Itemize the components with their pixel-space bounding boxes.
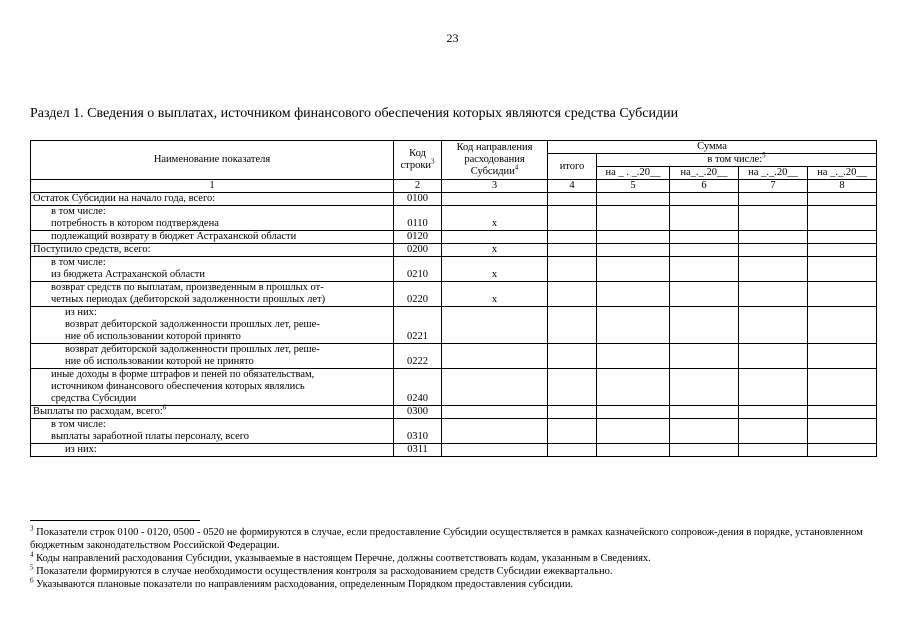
amount-cell bbox=[670, 444, 739, 457]
table-body bbox=[31, 193, 877, 457]
amount-cell bbox=[597, 231, 670, 244]
indicator-line: возврат средств по выплатам, произведенным в прошлых от- bbox=[51, 282, 324, 293]
column-number: 1 bbox=[31, 180, 394, 193]
direction-code bbox=[442, 231, 548, 244]
direction-code: x bbox=[442, 206, 548, 231]
direction-code: x bbox=[442, 244, 548, 257]
table-row bbox=[31, 257, 877, 282]
column-number: 4 bbox=[548, 180, 597, 193]
row-code: 0110 bbox=[394, 206, 442, 231]
indicator-line: Выплаты по расходам, всего:$^6$ bbox=[33, 403, 167, 417]
header-total: итого bbox=[548, 154, 597, 180]
indicator-name bbox=[31, 307, 394, 344]
amount-cell bbox=[739, 244, 808, 257]
table-row bbox=[31, 231, 877, 244]
table-row bbox=[31, 307, 877, 344]
amount-cell bbox=[739, 282, 808, 307]
amount-cell bbox=[808, 231, 877, 244]
row-code: 0200 bbox=[394, 244, 442, 257]
amount-cell bbox=[739, 444, 808, 457]
header-period: на_._.20__ bbox=[670, 167, 739, 180]
header-period: на _._.20__ bbox=[808, 167, 877, 180]
indicator-name bbox=[31, 419, 394, 444]
direction-code bbox=[442, 406, 548, 419]
footnote-mark: 4 bbox=[30, 550, 34, 559]
amount-cell bbox=[597, 257, 670, 282]
amount-cell bbox=[597, 444, 670, 457]
column-number: 8 bbox=[808, 180, 877, 193]
amount-cell bbox=[739, 193, 808, 206]
amount-cell bbox=[808, 193, 877, 206]
header-code: Код строки$^3$ bbox=[394, 141, 442, 180]
amount-cell bbox=[597, 344, 670, 369]
amount-cell bbox=[670, 231, 739, 244]
indicator-line: в том числе: bbox=[51, 419, 106, 430]
table-row bbox=[31, 193, 877, 206]
amount-cell bbox=[670, 344, 739, 369]
footnote-text: Показатели формируются в случае необходимости осуществления контроля за расходованием средств Субсидии ежеквартально. bbox=[36, 566, 613, 577]
indicator-line: в том числе: bbox=[51, 257, 106, 268]
indicator-line: в том числе: bbox=[51, 206, 106, 217]
header-including: в том числе:$^5$ bbox=[597, 154, 877, 167]
amount-cell bbox=[739, 369, 808, 406]
footnote-text: Указываются плановые показатели по направлениям расходования, определенным Порядком предоставления субсидии. bbox=[36, 579, 574, 590]
amount-cell bbox=[548, 231, 597, 244]
footnote-text: Коды направлений расходования Субсидии, указываемые в настоящем Перечне, должны соответствовать кодам, указанным в Сведениях. bbox=[36, 553, 651, 564]
indicator-name bbox=[31, 444, 394, 457]
footnote-divider bbox=[30, 520, 200, 521]
table-row bbox=[31, 419, 877, 444]
indicator-name bbox=[31, 206, 394, 231]
section-title: Раздел 1. Сведения о выплатах, источником финансового обеспечения которых являются средства Субсидии bbox=[30, 106, 679, 121]
amount-cell bbox=[808, 257, 877, 282]
amount-cell bbox=[548, 444, 597, 457]
row-code: 0100 bbox=[394, 193, 442, 206]
indicator-line: источником финансового обеспечения которых являлись bbox=[51, 381, 305, 392]
page-number: 23 bbox=[446, 31, 459, 45]
indicator-name bbox=[31, 344, 394, 369]
amount-cell bbox=[597, 206, 670, 231]
amount-cell bbox=[670, 193, 739, 206]
column-number: 7 bbox=[739, 180, 808, 193]
amount-cell bbox=[808, 282, 877, 307]
indicator-line: подлежащий возврату в бюджет Астраханской области bbox=[51, 231, 297, 242]
table-row bbox=[31, 406, 877, 419]
direction-code: x bbox=[442, 282, 548, 307]
amount-cell bbox=[548, 307, 597, 344]
indicator-line: Остаток Субсидии на начало года, всего: bbox=[33, 193, 216, 204]
direction-code bbox=[442, 193, 548, 206]
indicator-line: из бюджета Астраханской области bbox=[51, 269, 205, 280]
amount-cell bbox=[597, 307, 670, 344]
direction-code bbox=[442, 444, 548, 457]
direction-code: x bbox=[442, 257, 548, 282]
amount-cell bbox=[597, 282, 670, 307]
indicator-line: средства Субсидии bbox=[51, 393, 137, 404]
row-code: 0311 bbox=[394, 444, 442, 457]
amount-cell bbox=[548, 369, 597, 406]
amount-cell bbox=[670, 282, 739, 307]
amount-cell bbox=[548, 206, 597, 231]
footnote-mark: 5 bbox=[30, 563, 34, 572]
amount-cell bbox=[808, 369, 877, 406]
column-number: 3 bbox=[442, 180, 548, 193]
table-row bbox=[31, 444, 877, 457]
amount-cell bbox=[739, 406, 808, 419]
amount-cell bbox=[739, 257, 808, 282]
indicator-name bbox=[31, 193, 394, 206]
amount-cell bbox=[670, 244, 739, 257]
amount-cell bbox=[670, 257, 739, 282]
indicator-name bbox=[31, 231, 394, 244]
table-row bbox=[31, 206, 877, 231]
column-number: 5 bbox=[597, 180, 670, 193]
amount-cell bbox=[597, 369, 670, 406]
indicator-line: Поступило средств, всего: bbox=[33, 244, 151, 255]
direction-code bbox=[442, 344, 548, 369]
table-row bbox=[31, 344, 877, 369]
direction-code bbox=[442, 419, 548, 444]
header-direction-code: Код направления расходования Субсидии$^4$ bbox=[442, 141, 548, 180]
amount-cell bbox=[548, 406, 597, 419]
indicator-line: ние об использовании которой не принято bbox=[65, 356, 254, 367]
amount-cell bbox=[548, 193, 597, 206]
amount-cell bbox=[548, 257, 597, 282]
header-name: Наименование показателя bbox=[31, 141, 394, 180]
direction-code bbox=[442, 307, 548, 344]
indicator-name bbox=[31, 369, 394, 406]
amount-cell bbox=[670, 419, 739, 444]
amount-cell bbox=[808, 344, 877, 369]
indicator-line: из них: bbox=[65, 307, 97, 318]
indicator-line: потребность в котором подтверждена bbox=[51, 218, 219, 229]
indicator-name bbox=[31, 403, 394, 419]
amount-cell bbox=[808, 206, 877, 231]
row-code: 0240 bbox=[394, 369, 442, 406]
amount-cell bbox=[670, 406, 739, 419]
footnotes bbox=[30, 526, 876, 591]
amount-cell bbox=[739, 307, 808, 344]
amount-cell bbox=[739, 344, 808, 369]
amount-cell bbox=[548, 244, 597, 257]
amount-cell bbox=[548, 419, 597, 444]
footnote bbox=[30, 552, 876, 565]
amount-cell bbox=[597, 406, 670, 419]
amount-cell bbox=[670, 206, 739, 231]
header-sum: Сумма bbox=[548, 141, 877, 154]
amount-cell bbox=[739, 206, 808, 231]
indicator-line: из них: bbox=[65, 444, 97, 455]
amount-cell bbox=[808, 419, 877, 444]
payments-table bbox=[30, 140, 877, 457]
amount-cell bbox=[597, 419, 670, 444]
amount-cell bbox=[739, 419, 808, 444]
amount-cell bbox=[548, 282, 597, 307]
indicator-line: четных периодах (дебиторской задолженности прошлых лет) bbox=[51, 294, 326, 305]
indicator-line: ние об использовании которой принято bbox=[65, 331, 241, 342]
row-code: 0221 bbox=[394, 307, 442, 344]
amount-cell bbox=[739, 231, 808, 244]
row-code: 0310 bbox=[394, 419, 442, 444]
indicator-line: возврат дебиторской задолженности прошлых лет, реше- bbox=[65, 344, 320, 355]
amount-cell bbox=[670, 307, 739, 344]
footnote bbox=[30, 578, 876, 591]
footnote-mark: 3 bbox=[30, 524, 34, 533]
row-code: 0210 bbox=[394, 257, 442, 282]
row-code: 0120 bbox=[394, 231, 442, 244]
direction-code bbox=[442, 369, 548, 406]
table-row bbox=[31, 244, 877, 257]
footnote bbox=[30, 526, 876, 552]
footnote-text: Показатели строк 0100 - 0120, 0500 - 0520 не формируются в случае, если предоставление Субсидии осуществляется в рамках казначейского сопровож-дения в порядке, установленном бюджетным законодательством Российской Федерации. bbox=[30, 527, 863, 551]
footnote-mark: 6 bbox=[30, 576, 34, 585]
amount-cell bbox=[808, 307, 877, 344]
table-row bbox=[31, 282, 877, 307]
row-code: 0300 bbox=[394, 406, 442, 419]
table-row bbox=[31, 369, 877, 406]
indicator-name bbox=[31, 257, 394, 282]
amount-cell bbox=[548, 344, 597, 369]
amount-cell bbox=[597, 244, 670, 257]
amount-cell bbox=[808, 244, 877, 257]
indicator-line: выплаты заработной платы персоналу, всего bbox=[51, 431, 250, 442]
column-number: 2 bbox=[394, 180, 442, 193]
amount-cell bbox=[597, 193, 670, 206]
amount-cell bbox=[670, 369, 739, 406]
amount-cell bbox=[808, 406, 877, 419]
header-period: на _._.20__ bbox=[739, 167, 808, 180]
indicator-line: возврат дебиторской задолженности прошлых лет, реше- bbox=[65, 319, 320, 330]
indicator-name bbox=[31, 282, 394, 307]
footnote bbox=[30, 565, 876, 578]
column-number: 6 bbox=[670, 180, 739, 193]
indicator-name bbox=[31, 244, 394, 257]
amount-cell bbox=[808, 444, 877, 457]
row-code: 0222 bbox=[394, 344, 442, 369]
indicator-line: иные доходы в форме штрафов и пеней по обязательствам, bbox=[51, 369, 315, 380]
row-code: 0220 bbox=[394, 282, 442, 307]
header-period: на _ . _.20__ bbox=[597, 167, 670, 180]
